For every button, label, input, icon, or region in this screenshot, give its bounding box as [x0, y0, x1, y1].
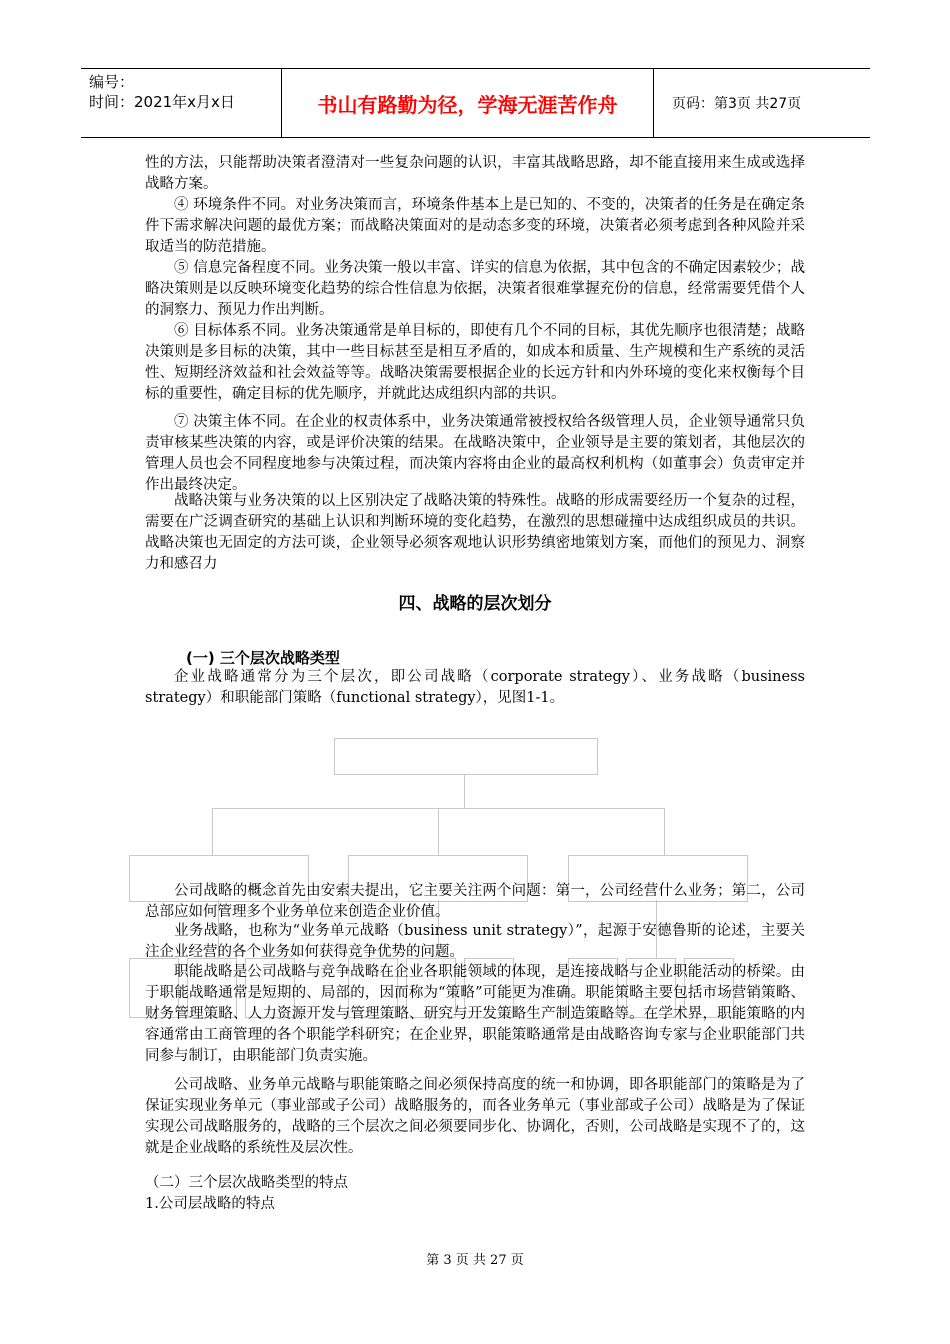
paragraph: 企业战略通常分为三个层次，即公司战略（corporate strategy）、业务战略（business strategy）和职能部门策略（functional strategy），见图1-1。 [145, 669, 805, 706]
paragraph: 职能战略是公司战略与竞争战略在企业各职能领域的体现，是连接战略与企业职能活动的桥梁。由于职能战略通常是短期的、局部的，因而称为“策略”可能更为准确。职能策略主要包括市场营销策略、财务管理策略、人力资源开发与管理策略、研究与开发策略生产制造策略等。在学术界，职能策略的内容通常由工商管理的各个职能学科研究；在企业界，职能策略通常是由战略咨询专家与企业职能部门共同参与制订，由职能部门负责实施。 [145, 964, 805, 1064]
header-meta-cell [81, 69, 282, 137]
diagram-box-top [334, 738, 598, 775]
paragraph: ⑦ 决策主体不同。在企业的权责体系中，业务决策通常被授权给各级管理人员，企业领导通常只负责审核某些决策的内容，或是评价决策的结果。在战略决策中，企业领导是主要的策划者，其他层次的管理人员也会不同程度地参与决策过程，而决策内容将由企业的最高权利机构（如董事会）负责审定并作出最终决定。 [145, 414, 805, 493]
header-motto: 书山有路勤为径，学海无涯苦作舟 [282, 69, 654, 137]
subheading: （二）三个层次战略类型的特点 [145, 1175, 348, 1191]
number-label: 编号： [89, 73, 135, 91]
diagram-connector [212, 808, 213, 855]
subsection-title: (一) 三个层次战略类型 [186, 649, 340, 667]
paragraph: 公司战略、业务单元战略与职能策略之间必须保持高度的统一和协调，即各职能部门的策略是为了保证实现业务单元（事业部或子公司）战略服务的，而各业务单元（事业部或子公司）战略是为了保证实现公司战略服务的，战略的三个层次之间必须要同步化、协调化，否则，公司战略是实现不了的，这就是企业战略的系统性及层次性。 [145, 1077, 805, 1156]
time-label: 时间：2021年x月x日 [89, 93, 235, 111]
paragraph: ⑤ 信息完备程度不同。业务决策一般以丰富、详实的信息为依据，其中包含的不确定因素较少；战略决策则是以反映环境变化趋势的综合性信息为依据，决策者很难掌握充份的信息，经常需要凭借个人的洞察力、预见力作出判断。 [145, 260, 805, 318]
diagram-connector [464, 774, 465, 808]
paragraph: ④ 环境条件不同。对业务决策而言，环境条件基本上是已知的、不变的，决策者的任务是在确定条件下需求解决问题的最优方案；而战略决策面对的是动态多变的环境，决策者必须考虑到各种风险并采取适当的防范措施。 [145, 197, 805, 255]
paragraph: 性的方法，只能帮助决策者澄清对一些复杂问题的认识，丰富其战略思路，却不能直接用来生成或选择战略方案。 [145, 155, 805, 192]
diagram-connector [664, 808, 665, 855]
diagram-connector [438, 808, 439, 855]
page-header [81, 68, 870, 138]
paragraph: 战略决策与业务决策的以上区别决定了战略决策的特殊性。战略的形成需要经历一个复杂的过程，需要在广泛调查研究的基础上认识和判断环境的变化趋势，在激烈的思想碰撞中达成组织成员的共识。战略决策也无固定的方法可谈，企业领导必须客观地认识形势缜密地策划方案，而他们的预见力、洞察力和感召力 [145, 493, 805, 572]
page-footer: 第 3 页 共 27 页 [426, 1253, 524, 1268]
paragraph: 公司战略的概念首先由安索夫提出，它主要关注两个问题：第一，公司经营什么业务；第二，公司总部应如何管理多个业务单位来创造企业价值。 [145, 883, 805, 920]
subheading: 1.公司层战略的特点 [145, 1196, 275, 1212]
paragraph: ⑥ 目标体系不同。业务决策通常是单目标的，即使有几个不同的目标，其优先顺序也很清楚；战略决策则是多目标的决策，其中一些目标甚至是相互矛盾的，如成本和质量、生产规模和生产系统的灵活性、短期经济效益和社会效益等等。战略决策需要根据企业的长远方针和内外环境的变化来权衡每个目标的重要性，确定目标的优先顺序，并就此达成组织内部的共识。 [145, 323, 805, 402]
page-info-text: 页码：第3页 共27页 [672, 96, 802, 112]
section-title: 四、战略的层次划分 [398, 594, 552, 614]
header-page-info [664, 69, 870, 137]
paragraph: 业务战略，也称为“业务单元战略（business unit strategy）”，起源于安德鲁斯的论述，主要关注企业经营的各个业务如何获得竞争优势的问题。 [145, 923, 805, 960]
